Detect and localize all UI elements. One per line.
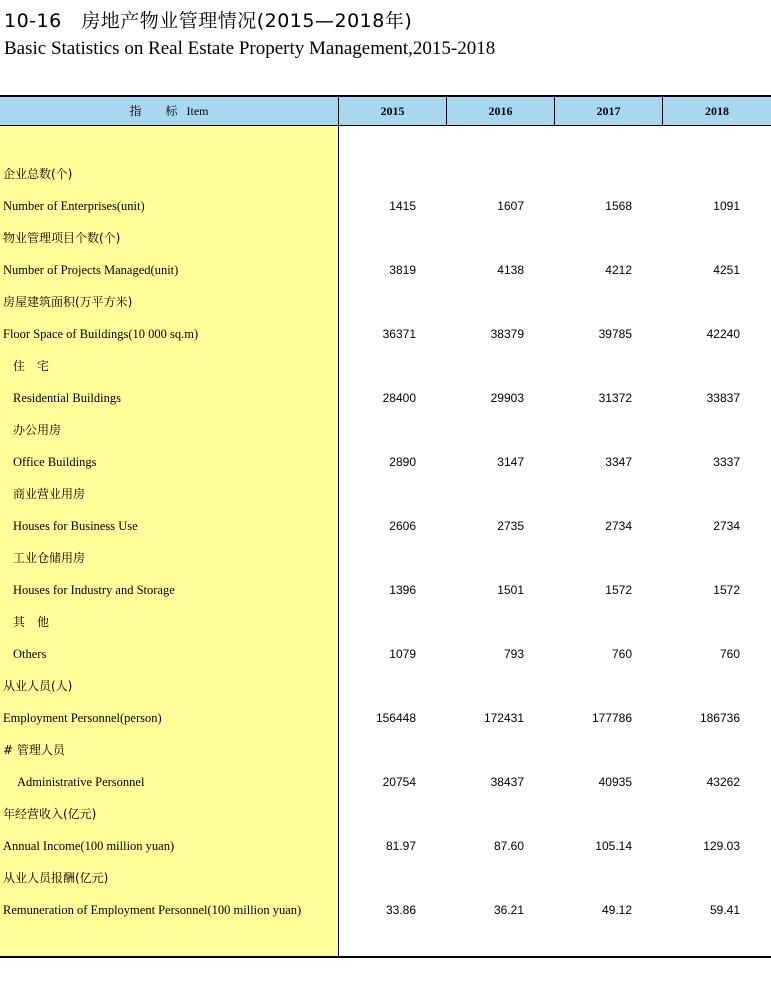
table-row [0, 318, 771, 350]
row-label: 企业总数(个) [3, 167, 73, 181]
cell-value-2016: 29903 [490, 391, 524, 405]
table-row [0, 190, 771, 222]
table-row [0, 414, 771, 446]
cell-value-2018: 186736 [699, 711, 740, 725]
cell-value-2016: 3147 [497, 455, 524, 469]
row-label: 其 他 [13, 615, 50, 629]
column-divider-2017 [554, 97, 555, 125]
row-label: Houses for Business Use [13, 519, 138, 533]
table-row [0, 606, 771, 638]
table-row [0, 254, 771, 286]
row-label: Remuneration of Employment Personnel(100 million yuan) [3, 903, 302, 917]
table-bottom-rule [0, 956, 771, 958]
row-label: Floor Space of Buildings(10 000 sq.m) [3, 327, 199, 341]
cell-value-2016: 1607 [497, 199, 524, 213]
table-row [0, 542, 771, 574]
row-label: Residential Buildings [13, 391, 121, 405]
header-item [0, 97, 338, 125]
table-header [0, 97, 771, 126]
statistics-table [0, 95, 771, 958]
table-row [0, 574, 771, 606]
table-row [0, 638, 771, 670]
cell-value-2018: 1091 [713, 199, 740, 213]
table-row [0, 510, 771, 542]
column-divider-2016 [446, 97, 447, 125]
cell-value-2016: 2735 [497, 519, 524, 533]
page-title-english: Basic Statistics on Real Estate Property Management,2015-2018 [4, 38, 496, 59]
cell-value-2017: 4212 [605, 263, 632, 277]
cell-value-2016: 36.21 [493, 903, 524, 917]
cell-value-2017: 49.12 [601, 903, 632, 917]
cell-value-2017: 39785 [598, 327, 632, 341]
cell-value-2018: 2734 [713, 519, 740, 533]
header-year-2016: 2016 [488, 104, 513, 118]
cell-value-2015: 3819 [389, 263, 416, 277]
cell-value-2015: 1415 [389, 199, 416, 213]
table-row [0, 222, 771, 254]
cell-value-2015: 81.97 [385, 839, 416, 853]
row-label: Annual Income(100 million yuan) [3, 839, 175, 853]
cell-value-2017: 760 [611, 647, 632, 661]
cell-value-2015: 156448 [375, 711, 416, 725]
header-year-2017: 2017 [596, 104, 621, 118]
cell-value-2017: 105.14 [595, 839, 632, 853]
table-row [0, 670, 771, 702]
row-label: 年经营收入(亿元) [3, 807, 97, 821]
row-label: Number of Enterprises(unit) [3, 199, 145, 213]
row-label: 办公用房 [13, 423, 62, 437]
table-row [0, 446, 771, 478]
row-label: 从业人员(人) [3, 679, 73, 693]
row-label: # 管理人员 [3, 743, 65, 757]
cell-value-2017: 31372 [598, 391, 632, 405]
row-label: 房屋建筑面积(万平方米) [3, 295, 133, 309]
cell-value-2015: 2890 [389, 455, 416, 469]
table-row [0, 286, 771, 318]
table-row [0, 830, 771, 862]
column-divider-2018 [662, 97, 663, 125]
cell-value-2017: 3347 [605, 455, 632, 469]
cell-value-2016: 172431 [483, 711, 524, 725]
cell-value-2015: 33.86 [385, 903, 416, 917]
table-row [0, 894, 771, 926]
table-row [0, 798, 771, 830]
page-title-chinese: 10-16 房地产物业管理情况(2015—2018年) [4, 10, 413, 32]
row-label: 工业仓储用房 [13, 551, 86, 565]
header-item-en: Item [186, 104, 209, 118]
table-row [0, 350, 771, 382]
cell-value-2018: 760 [719, 647, 740, 661]
cell-value-2018: 1572 [713, 583, 740, 597]
cell-value-2017: 2734 [605, 519, 632, 533]
row-label: Number of Projects Managed(unit) [3, 263, 179, 277]
cell-value-2017: 1568 [605, 199, 632, 213]
row-label: Office Buildings [13, 455, 97, 469]
cell-value-2018: 3337 [713, 455, 740, 469]
table-row [0, 158, 771, 190]
cell-value-2016: 38379 [490, 327, 524, 341]
row-label: Houses for Industry and Storage [13, 583, 175, 597]
cell-value-2018: 4251 [713, 263, 740, 277]
cell-value-2018: 43262 [706, 775, 740, 789]
cell-value-2015: 2606 [389, 519, 416, 533]
cell-value-2016: 38437 [490, 775, 524, 789]
table-row [0, 734, 771, 766]
cell-value-2016: 793 [503, 647, 524, 661]
cell-value-2017: 40935 [598, 775, 632, 789]
header-item-cn: 指 标 [129, 104, 184, 118]
row-label: 物业管理项目个数(个) [3, 231, 121, 245]
row-label: Others [13, 647, 47, 661]
cell-value-2018: 33837 [706, 391, 740, 405]
row-label: Administrative Personnel [17, 775, 145, 789]
row-label: Employment Personnel(person) [3, 711, 162, 725]
table-row [0, 766, 771, 798]
cell-value-2016: 4138 [497, 263, 524, 277]
row-label: 住 宅 [13, 359, 50, 373]
cell-value-2016: 1501 [497, 583, 524, 597]
table-row [0, 382, 771, 414]
cell-value-2018: 59.41 [709, 903, 740, 917]
header-year-2018: 2018 [705, 104, 729, 118]
cell-value-2015: 20754 [382, 775, 416, 789]
table-row [0, 702, 771, 734]
cell-value-2018: 42240 [706, 327, 740, 341]
table-row [0, 862, 771, 894]
cell-value-2016: 87.60 [493, 839, 524, 853]
cell-value-2017: 177786 [591, 711, 632, 725]
row-label: 从业人员报酬(亿元) [3, 871, 109, 885]
cell-value-2015: 28400 [382, 391, 416, 405]
header-year-2015: 2015 [380, 104, 405, 118]
cell-value-2015: 36371 [382, 327, 416, 341]
table-row [0, 478, 771, 510]
cell-value-2018: 129.03 [703, 839, 740, 853]
cell-value-2015: 1079 [389, 647, 416, 661]
cell-value-2017: 1572 [605, 583, 632, 597]
cell-value-2015: 1396 [389, 583, 416, 597]
row-label: 商业营业用房 [13, 487, 86, 501]
